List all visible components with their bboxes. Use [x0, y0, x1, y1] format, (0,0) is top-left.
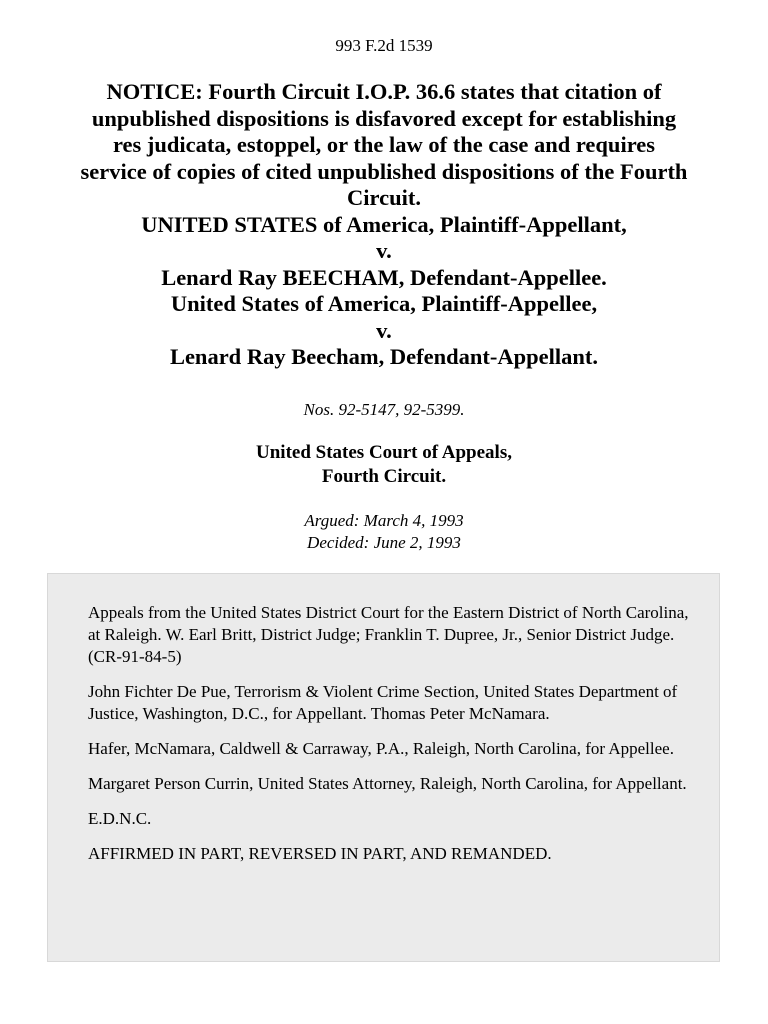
versus-2: v.	[376, 317, 392, 343]
case-details-content	[88, 602, 698, 878]
appeal-origin-paragraph: Appeals from the United States District Court for the Eastern District of North Carolina, at Raleigh. W. Earl Britt, District Judge; Franklin T. Dupree, Jr., Senior District Judge. (CR-91-84-5)	[88, 603, 689, 666]
versus-1: v.	[376, 238, 392, 263]
appellee-counsel-paragraph: Hafer, McNamara, Caldwell & Carraway, P.A., Raleigh, North Carolina, for Appellee.	[88, 739, 674, 758]
party-line-3: United States of America, Plaintiff-Appellee,	[170, 291, 598, 316]
notice-line-5: Circuit.	[347, 185, 421, 210]
court-line-2: Fourth Circuit.	[321, 466, 447, 487]
disposition-paragraph: AFFIRMED IN PART, REVERSED IN PART, AND REMANDED.	[88, 844, 552, 863]
case-citation: 993 F.2d 1539	[335, 36, 433, 55]
notice-line-1: NOTICE: Fourth Circuit I.O.P. 36.6 states that citation of	[106, 79, 662, 104]
court-line-1: United States Court of Appeals,	[256, 442, 512, 463]
case-title	[40, 79, 728, 371]
party-line-1: UNITED STATES of America, Plaintiff-Appellant,	[141, 211, 627, 237]
notice-line-2: unpublished dispositions is disfavored except for establishing	[91, 105, 677, 131]
case-dates	[0, 510, 768, 554]
court-name	[0, 441, 768, 489]
argued-date: Argued: March 4, 1993	[304, 511, 464, 530]
decided-date: Decided: June 2, 1993	[307, 533, 461, 552]
party-line-2: Lenard Ray BEECHAM, Defendant-Appellee.	[161, 264, 607, 290]
notice-line-3: res judicata, estoppel, or the law of the case and requires	[112, 132, 656, 157]
notice-line-4: service of copies of cited unpublished dispositions of the Fourth	[80, 158, 688, 184]
appellant-counsel-paragraph: John Fichter De Pue, Terrorism & Violent Crime Section, United States Department of Justice, Washington, D.C., for Appellant. Thomas Peter McNamara.	[88, 682, 678, 723]
docket-numbers: Nos. 92-5147, 92-5399.	[303, 400, 465, 419]
us-attorney-paragraph: Margaret Person Currin, United States Attorney, Raleigh, North Carolina, for Appellant.	[88, 774, 687, 793]
case-details-box	[47, 573, 720, 962]
party-line-4: Lenard Ray Beecham, Defendant-Appellant.	[169, 344, 599, 369]
district-abbrev-paragraph: E.D.N.C.	[88, 809, 152, 828]
